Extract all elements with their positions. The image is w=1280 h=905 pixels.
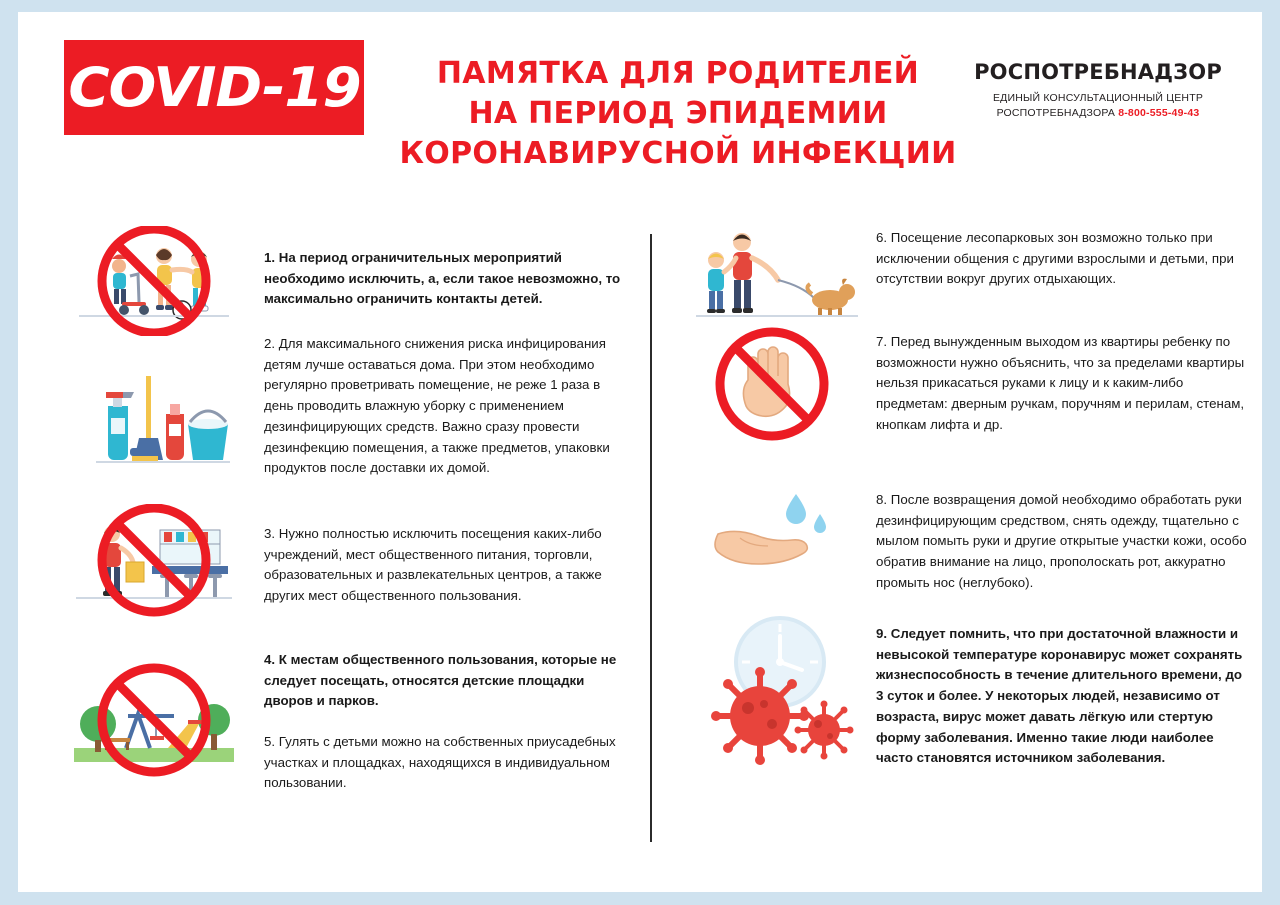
- organization-subtitle: [968, 91, 1228, 121]
- list-item-8-text: 8. После возвращения домой необходимо обработать руки дезинфицирующим средством, снять одежду, тщательно с мылом помыть руки и другие открытые участки кожи, особо обратив внимание на лицо, прополоскать рот, аккуратно промыть нос (неглубоко).: [876, 492, 1247, 590]
- page-title-line-3: КОРОНАВИРУСНОЙ ИНФЕКЦИИ: [399, 135, 957, 171]
- left-column: [64, 212, 624, 852]
- organization-subtitle-line-1: ЕДИНЫЙ КОНСУЛЬТАЦИОННЫЙ ЦЕНТР: [992, 92, 1204, 104]
- column-divider: [650, 234, 652, 842]
- page-title-line-2: НА ПЕРИОД ЭПИДЕМИИ: [468, 95, 888, 131]
- organization-subtitle-line-2: РОСПОТРЕБНАДЗОРА: [996, 107, 1116, 120]
- list-item-3-text: 3. Нужно полностью исключить посещения каких-либо учреждений, мест общественного питания, торговли, образовательных и развлекательных центров, а также других мест общественного пользования.: [264, 526, 602, 604]
- hotline-phone: 8-800-555-49-43: [1118, 107, 1200, 120]
- page-title: [378, 54, 978, 174]
- list-item-9-label: 9. Следует помнить, что при достаточной влажности и невысокой температуре коронавирус может сохранять жизнеспособность в течение длительного времени, до 3 суток и более. У некоторых людей, независимо от возраста, вирус может давать лёгкую или стертую форму заболевания. Именно такие люди наиболее часто становятся источником заболевания.: [876, 626, 1243, 766]
- list-item-2-text: 2. Для максимального снижения риска инфицирования детям лучше оставаться дома. При этом необходимо регулярно проветривать помещение, не реже 1 раза в день проводить влажную уборку с применением дезинфицирующих средств. Важно сразу провести дезинфекцию помещения, а также предметов, упаковки продуктов после доставки их домой.: [264, 336, 610, 476]
- hand-wash-water-drop-icon: [700, 480, 860, 589]
- covid-badge: [64, 40, 364, 135]
- list-item-4-text: [264, 650, 624, 712]
- page-title-line-1: ПАМЯТКА ДЛЯ РОДИТЕЛЕЙ: [436, 56, 920, 91]
- list-item-7-text: 7. Перед вынужденным выходом из квартиры ребенку по возможности нужно объяснить, что за пределами квартиры нельзя прикасаться руками к лицу и к каким-либо предметам: дверным ручкам, поручням и перилам, стенам, кнопкам лифта и др.: [876, 334, 1245, 432]
- no-playground-icon: [64, 662, 244, 787]
- organization-block: [968, 60, 1228, 121]
- list-item-6-text: 6. Посещение лесопарковых зон возможно только при исключении общения с другими взрослыми и детьми, при отсутствии вокруг других отдыхающих.: [876, 230, 1234, 287]
- no-touching-hand-icon: [682, 324, 862, 451]
- list-item-9-text: [876, 624, 1248, 769]
- organization-name: РОСПОТРЕБНАДЗОР: [974, 60, 1222, 84]
- poster: [18, 12, 1262, 892]
- list-item-1-text: [264, 248, 624, 310]
- list-item-1-label: 1. На период ограничительных мероприятий необходимо исключить, а, если такое невозможно, то максимально ограничить контакты детей.: [264, 250, 621, 307]
- content-columns: [18, 212, 1262, 852]
- covid-badge-label: COVID-19: [67, 55, 361, 119]
- list-item-4-label: 4. К местам общественного пользования, которые не следует посещать, относятся детские площадки дворов и парков.: [264, 652, 617, 709]
- family-walking-dog-icon: [688, 220, 864, 333]
- list-item-5-text: 5. Гулять с детьми можно на собственных приусадебных участках и площадках, находящихся в индивидуальном пользовании.: [264, 734, 616, 791]
- no-shopping-cafe-icon: [64, 504, 244, 629]
- cleaning-supplies-icon: [84, 362, 234, 487]
- no-children-playing-icon: [64, 226, 244, 341]
- poster-header: [18, 12, 1262, 197]
- virus-clock-icon: [688, 604, 868, 789]
- right-column: [678, 212, 1247, 852]
